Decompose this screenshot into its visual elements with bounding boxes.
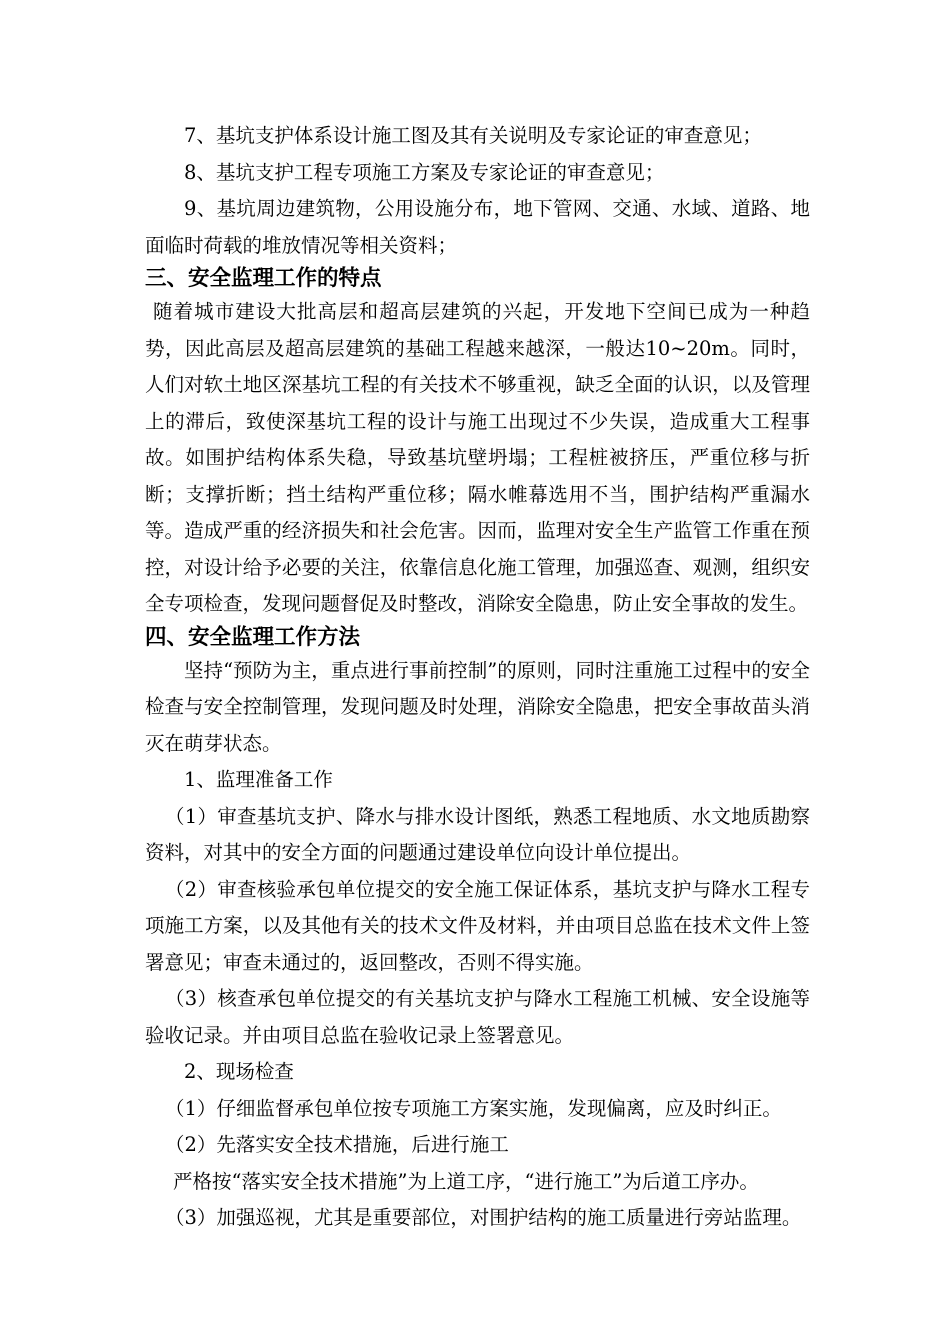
document-body: [145, 118, 810, 1237]
subheading-preparation: 1、监理准备工作: [184, 768, 333, 791]
paragraph-site-2: （2）先落实安全技术措施，后进行施工: [165, 1133, 509, 1156]
paragraph-item-9: 9、基坑周边建筑物，公用设施分布，地下管网、交通、水域、道路、地面临时荷载的堆放情况等相关资料；: [145, 197, 810, 257]
paragraph-item-8: 8、基坑支护工程专项施工方案及专家论证的审查意见；: [184, 160, 665, 184]
paragraph-prep-3: （3）核查承包单位提交的有关基坑支护与降水工程施工机械、安全设施等验收记录。并由项目总监在验收记录上签署意见。: [145, 987, 810, 1047]
section-heading-4: 四、安全监理工作方法: [145, 624, 361, 650]
subheading-site-inspection: 2、现场检查: [184, 1060, 294, 1083]
paragraph-site-1: （1）仔细监督承包单位按专项施工方案实施，发现偏离，应及时纠正。: [165, 1096, 782, 1120]
paragraph-site-3: （3）加强巡视，尤其是重要部位，对围护结构的施工质量进行旁站监理。: [165, 1206, 802, 1229]
paragraph-item-7: 7、基坑支护体系设计施工图及其有关说明及专家论证的审查意见；: [184, 124, 762, 147]
section-heading-3: 三、安全监理工作的特点: [145, 266, 382, 291]
paragraph-prep-1: （1）审查基坑支护、降水与排水设计图纸，熟悉工程地质、水文地质勘察资料，对其中的安全方面的问题通过建设单位向设计单位提出。: [145, 804, 810, 864]
paragraph-prep-2: （2）审查核验承包单位提交的安全施工保证体系，基坑支护与降水工程专项施工方案，以及其他有关的技术文件及材料，并由项目总监在技术文件上签署意见；审查未通过的，返回整改，否则不得实施。: [145, 877, 810, 974]
paragraph-section-4-intro: 坚持“预防为主，重点进行事前控制”的原则，同时注重施工过程中的安全检查与安全控制管理，发现问题及时处理，消除安全隐患，把安全事故苗头消灭在萌芽状态。: [145, 658, 810, 755]
paragraph-section-3-body: 随着城市建设大批高层和超高层建筑的兴起，开发地下空间已成为一种趋势，因此高层及超高层建筑的基础工程越来越深，一般达10~20m。同时，人们对软土地区深基坑工程的有关技术不够重视，缺乏全面的认识，以及管理上的滞后，致使深基坑工程的设计与施工出现过不少失误，造成重大工程事故。如围护结构体系失稳，导致基坑壁坍塌；工程桩被挤压，严重位移与折断；支撑折断；挡土结构严重位移；隔水帷幕选用不当，围护结构严重漏水等。造成严重的经济损失和社会危害。因而，监理对安全生产监管工作重在预控，对设计给予必要的关注，依靠信息化施工管理，加强巡查、观测，组织安全专项检查，发现问题督促及时整改，消除安全隐患，防止安全事故的发生。: [145, 300, 810, 615]
paragraph-site-2-detail: 严格按“落实安全技术措施”为上道工序，“进行施工”为后道工序办。: [173, 1169, 759, 1193]
